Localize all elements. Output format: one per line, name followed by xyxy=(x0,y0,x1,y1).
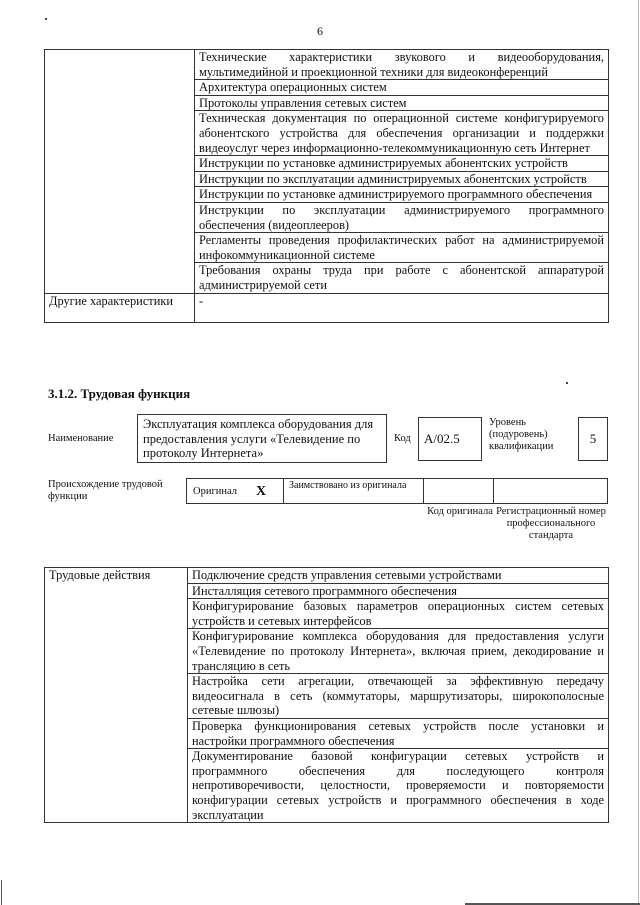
knowledge-table xyxy=(44,49,609,323)
knowledge-item: Протоколы управления сетевых систем xyxy=(195,95,609,111)
labor-action-item: Инсталляция сетевого программного обеспечения xyxy=(188,583,609,599)
divider xyxy=(423,479,424,503)
knowledge-item: Техническая документация по операционной системе конфигурируемого абонентского устройства для обеспечения организации и поддержки видеоуслуг через информационно-телекоммуникационную сеть Интернет xyxy=(195,111,609,156)
original-mark: X xyxy=(256,484,267,499)
scan-edge xyxy=(1,880,2,905)
labor-action-item: Подключение средств управления сетевыми устройствами xyxy=(188,568,609,584)
knowledge-item: Инструкции по эксплуатации администрируемых абонентских устройств xyxy=(195,171,609,187)
table-row xyxy=(45,293,609,322)
section-heading: 3.1.2. Трудовая функция xyxy=(48,386,191,401)
other-characteristics-value: - xyxy=(195,293,609,322)
labor-actions-label: Трудовые действия xyxy=(45,568,188,823)
origin-label: Происхождение трудовой функции xyxy=(48,479,163,502)
knowledge-item: Инструкции по установке администрируемого программного обеспечения xyxy=(195,187,609,203)
scan-edge xyxy=(638,0,639,905)
knowledge-item: Инструкции по установке администрируемых абонентских устройств xyxy=(195,156,609,172)
code-label: Код xyxy=(394,433,411,444)
knowledge-item: Инструкции по эксплуатации администрируемого программного обеспечения (видеоплееров) xyxy=(195,202,609,232)
origin-table xyxy=(186,478,608,504)
name-label: Наименование xyxy=(48,433,114,444)
labor-action-item: Конфигурирование комплекса оборудования для предоставления услуги «Телевидение по протоколу Интернета», включая прием, декодирование и трансляцию в сеть xyxy=(188,629,609,674)
labor-action-item: Проверка функционирования сетевых устройств после установки и настройки программного обеспечения xyxy=(188,718,609,748)
divider xyxy=(283,479,284,503)
borrowed-label: Заимствовано из оригинала xyxy=(289,480,407,491)
original-label: Оригинал xyxy=(193,486,237,497)
page-number: 6 xyxy=(317,24,323,38)
scan-speck xyxy=(566,382,568,384)
table-row xyxy=(45,568,609,584)
table-row xyxy=(45,50,609,80)
labor-action-item: Конфигурирование базовых параметров операционных систем сетевых устройств и сетевых интерфейсов xyxy=(188,599,609,629)
knowledge-left-cell xyxy=(45,50,195,294)
reg-number-caption: Регистрационный номер профессионального стандарта xyxy=(496,506,606,541)
code-original-caption: Код оригинала xyxy=(427,506,493,517)
function-name-box: Эксплуатация комплекса оборудования для предоставления услуги «Телевидение по протоколу Интернета» xyxy=(137,414,387,463)
divider xyxy=(493,479,494,503)
other-characteristics-label: Другие характеристики xyxy=(45,293,195,322)
knowledge-item: Технические характеристики звукового и видеооборудования, мультимедийной и проекционной техники для видеоконференций xyxy=(195,50,609,80)
knowledge-item: Регламенты проведения профилактических работ на администрируемой инфокоммуникационной системе xyxy=(195,233,609,263)
code-box: А/02.5 xyxy=(418,417,482,461)
level-label: Уровень (подуровень) квалификации xyxy=(489,417,554,452)
labor-action-item: Документирование базовой конфигурации сетевых устройств и программного обеспечения для последующего контроля непротиворечивости, целостности, проверяемости и повторяемости конфигурации сетевых устройств и программного обеспечения в ходе эксплуатации xyxy=(188,749,609,823)
scan-speck xyxy=(45,18,47,20)
level-box: 5 xyxy=(578,417,608,461)
knowledge-item: Требования охраны труда при работе с абонентской аппаратурой администрируемой сети xyxy=(195,263,609,293)
labor-actions-table xyxy=(44,567,609,823)
labor-action-item: Настройка сети агрегации, отвечающей за эффективную передачу видеосигнала в сеть (коммутаторы, маршрутизаторы, широкополосные сетевые шлюзы) xyxy=(188,674,609,719)
knowledge-item: Архитектура операционных систем xyxy=(195,80,609,96)
